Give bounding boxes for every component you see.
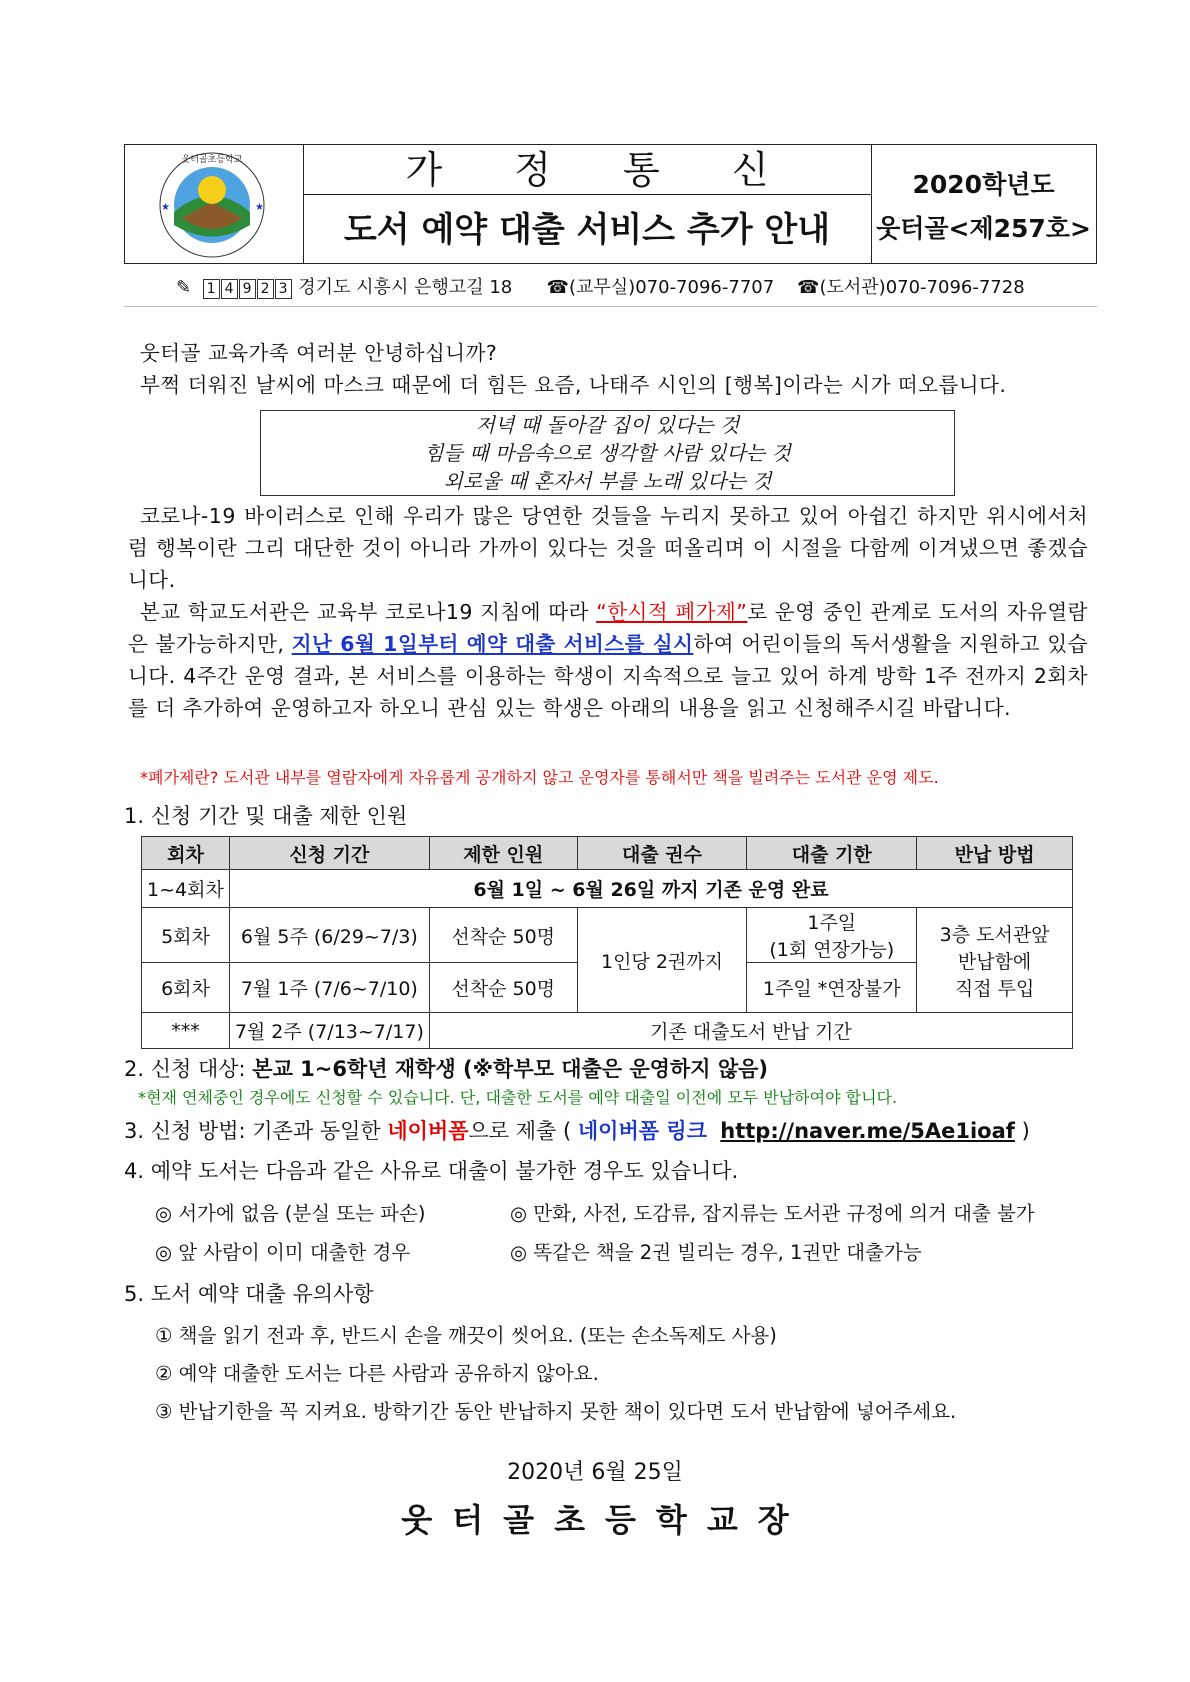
header-table [124,144,1097,264]
postal-digit: 3 [275,279,292,299]
poem-line: 저녁 때 돌아갈 집이 있다는 것 [475,413,740,437]
issue-number: 웃터골<제257호> [876,214,1091,243]
postal-digit: 4 [221,279,238,299]
cell-limit: 선착순 50명 [429,963,577,1013]
para-text: 하여 어린이들의 독서생활을 지원하고 있습니다. 4주간 운영 결과, 본 서비스를 이용하는 학생이 지속적으로 늘고 있어 하계 방학 1주 전까지 2회차를 더 추가하여 운영하고자 하오니 관심 있는 학생은 아래의 내용을 읽고 신청해주시길 바랍니다. [128,632,1088,720]
return-text: 직접 투입 [954,977,1035,1000]
return-text: 3층 도서관앞 [939,923,1050,946]
poem-line: 힘들 때 마음속으로 생각할 사람 있다는 것 [424,441,791,465]
intro-text: 부쩍 더워진 날씨에 마스크 때문에 더 힘든 요즘, 나태주 시인의 [행복]이라는 시가 떠오릅니다. [140,373,1007,397]
th-round: 회차 [142,837,230,870]
reason-item: ◎ 만화, 사전, 도감류, 잡지류는 도서관 규정에 의거 대출 불가 [510,1202,1035,1225]
mail-icon: ✎ [176,277,192,298]
reason-item: ◎ 서가에 없음 (분실 또는 파손) [155,1202,426,1225]
cell-return-period: 기존 대출도서 반납 기간 [429,1013,1072,1049]
section-3-text: 으로 제출 ( [468,1119,578,1143]
greeting: 웃터골 교육가족 여러분 안녕하십니까? [140,341,498,365]
cell-round: 5회차 [142,908,230,963]
closed-stack-term: “한시적 폐가제” [596,600,748,624]
caution-item: ③ 반납기한을 꼭 지켜요. 방학기간 동안 반납하지 못한 책이 있다면 도서 반납함에 넣어주세요. [155,1400,957,1423]
poem-box [260,410,955,496]
street-address: 경기도 시흥시 은행고길 18 [298,277,513,298]
schedule-table [141,836,1073,1049]
paragraph-covid: 코로나-19 바이러스로 인해 우리가 많은 당연한 것들을 누리지 못하고 있어 아쉽긴 하지만 위시에서처럼 행복이란 그리 대단한 것이 아니라 가까이 있다는 것을 떠올리며 이 시절을 다함께 이겨냈으면 좋겠습니다. [128,504,1089,592]
svg-text:★: ★ [161,202,170,213]
postal-digit: 2 [257,279,274,299]
postal-digit: 1 [203,279,220,299]
overdue-note: *현재 연체중인 경우에도 신청할 수 있습니다. 단, 대출한 도서를 예약 대출일 이전에 모두 반납하여야 합니다. [138,1088,898,1107]
th-limit: 제한 인원 [429,837,577,870]
school-year: 2020학년도 [912,170,1055,199]
cell-period: 7월 1주 (7/6~7/10) [229,963,429,1013]
cell-due: 1주일 *연장불가 [747,963,917,1013]
newsletter-label: 가 정 통 신 [303,145,871,195]
form-link[interactable]: http://naver.me/5Ae1ioaf [720,1119,1015,1143]
caution-item: ② 예약 대출한 도서는 다른 사람과 공유하지 않아요. [155,1362,599,1385]
para-text: 로 운영 중인 관계로 도서의 자유열람은 불가능하지만, [128,600,1088,656]
table-row [142,908,1073,963]
issue-cell [871,145,1096,263]
svg-text:웃터골초등학교: 웃터골초등학교 [181,155,243,165]
return-text: 반납함에 [957,950,1032,973]
phone-office: ☎(교무실)070-7096-7707 [546,277,775,298]
closed-stack-note: *폐가제란? 도서관 내부를 열람자에게 자유롭게 공개하지 않고 운영자를 통해서만 책을 빌려주는 도서관 운영 제도. [140,768,939,787]
cell-round: 1~4회차 [142,870,230,908]
paragraph-library [128,596,1088,724]
cell-completed: 6월 1일 ~ 6월 26일 까지 기존 운영 완료 [229,870,1072,908]
divider [124,306,1097,307]
cell-round: *** [142,1013,230,1049]
service-highlight: 지난 6월 1일부터 예약 대출 서비스를 실시 [291,632,694,656]
section-4-heading: 4. 예약 도서는 다음과 같은 사유로 대출이 불가한 경우도 있습니다. [124,1159,739,1183]
cell-limit: 선착순 50명 [429,908,577,963]
section-3-text: 3. 신청 방법: 기존과 동일한 [124,1119,388,1143]
section-3-text: ) [1014,1119,1030,1143]
cell-period: 7월 2주 (7/13~7/17) [229,1013,429,1049]
table-row [142,1013,1073,1049]
section-2-label: 2. 신청 대상: [124,1057,253,1081]
principal-signature: 웃터골초등학교장 [401,1501,809,1539]
th-return: 반납 방법 [917,837,1073,870]
phone-library: ☎(도서관)070-7096-7728 [797,277,1025,298]
caution-item: ① 책을 읽기 전과 후, 반드시 손을 깨끗이 씻어요. (또는 손소독제도 사용) [155,1324,777,1347]
section-5-heading: 5. 도서 예약 대출 유의사항 [124,1282,374,1306]
cell-round: 6회차 [142,963,230,1013]
postal-digit: 9 [239,279,256,299]
th-period: 신청 기간 [229,837,429,870]
school-emblem-icon [147,150,277,260]
table-row [142,870,1073,908]
cell-return [917,908,1073,1013]
logo-cell [125,145,304,263]
naver-form-label: 네이버폼 [387,1119,469,1143]
section-2-heading [124,1053,768,1083]
issue-date: 2020년 6월 25일 [507,1460,683,1485]
cell-due [747,908,917,963]
para-text: 본교 학교도서관은 교육부 코로나19 지침에 따라 [140,600,597,624]
section-1-heading: 1. 신청 기간 및 대출 제한 인원 [124,804,408,828]
page-title: 도서 예약 대출 서비스 추가 안내 [343,210,831,250]
th-due: 대출 기한 [747,837,917,870]
section-3-heading [124,1115,1030,1145]
cell-count: 1인당 2권까지 [577,908,747,1013]
postal-code [203,277,299,298]
address-line [176,273,1025,299]
form-link-label: 네이버폼 링크 [577,1119,707,1143]
reason-item: ◎ 똑같은 책을 2권 빌리는 경우, 1권만 대출가능 [510,1241,922,1264]
svg-text:★: ★ [255,202,264,213]
cell-period: 6월 5주 (6/29~7/3) [229,908,429,963]
title-cell [303,145,872,263]
due-text: (1회 연장가능) [769,939,895,961]
reason-item: ◎ 앞 사람이 이미 대출한 경우 [155,1241,411,1264]
table-header-row [142,837,1073,870]
due-text: 1주일 [807,912,857,934]
poem-line: 외로울 때 혼자서 부를 노래 있다는 것 [443,469,772,493]
th-count: 대출 권수 [577,837,747,870]
section-2-value: 본교 1~6학년 재학생 (※학부모 대출은 운영하지 않음) [252,1057,769,1081]
